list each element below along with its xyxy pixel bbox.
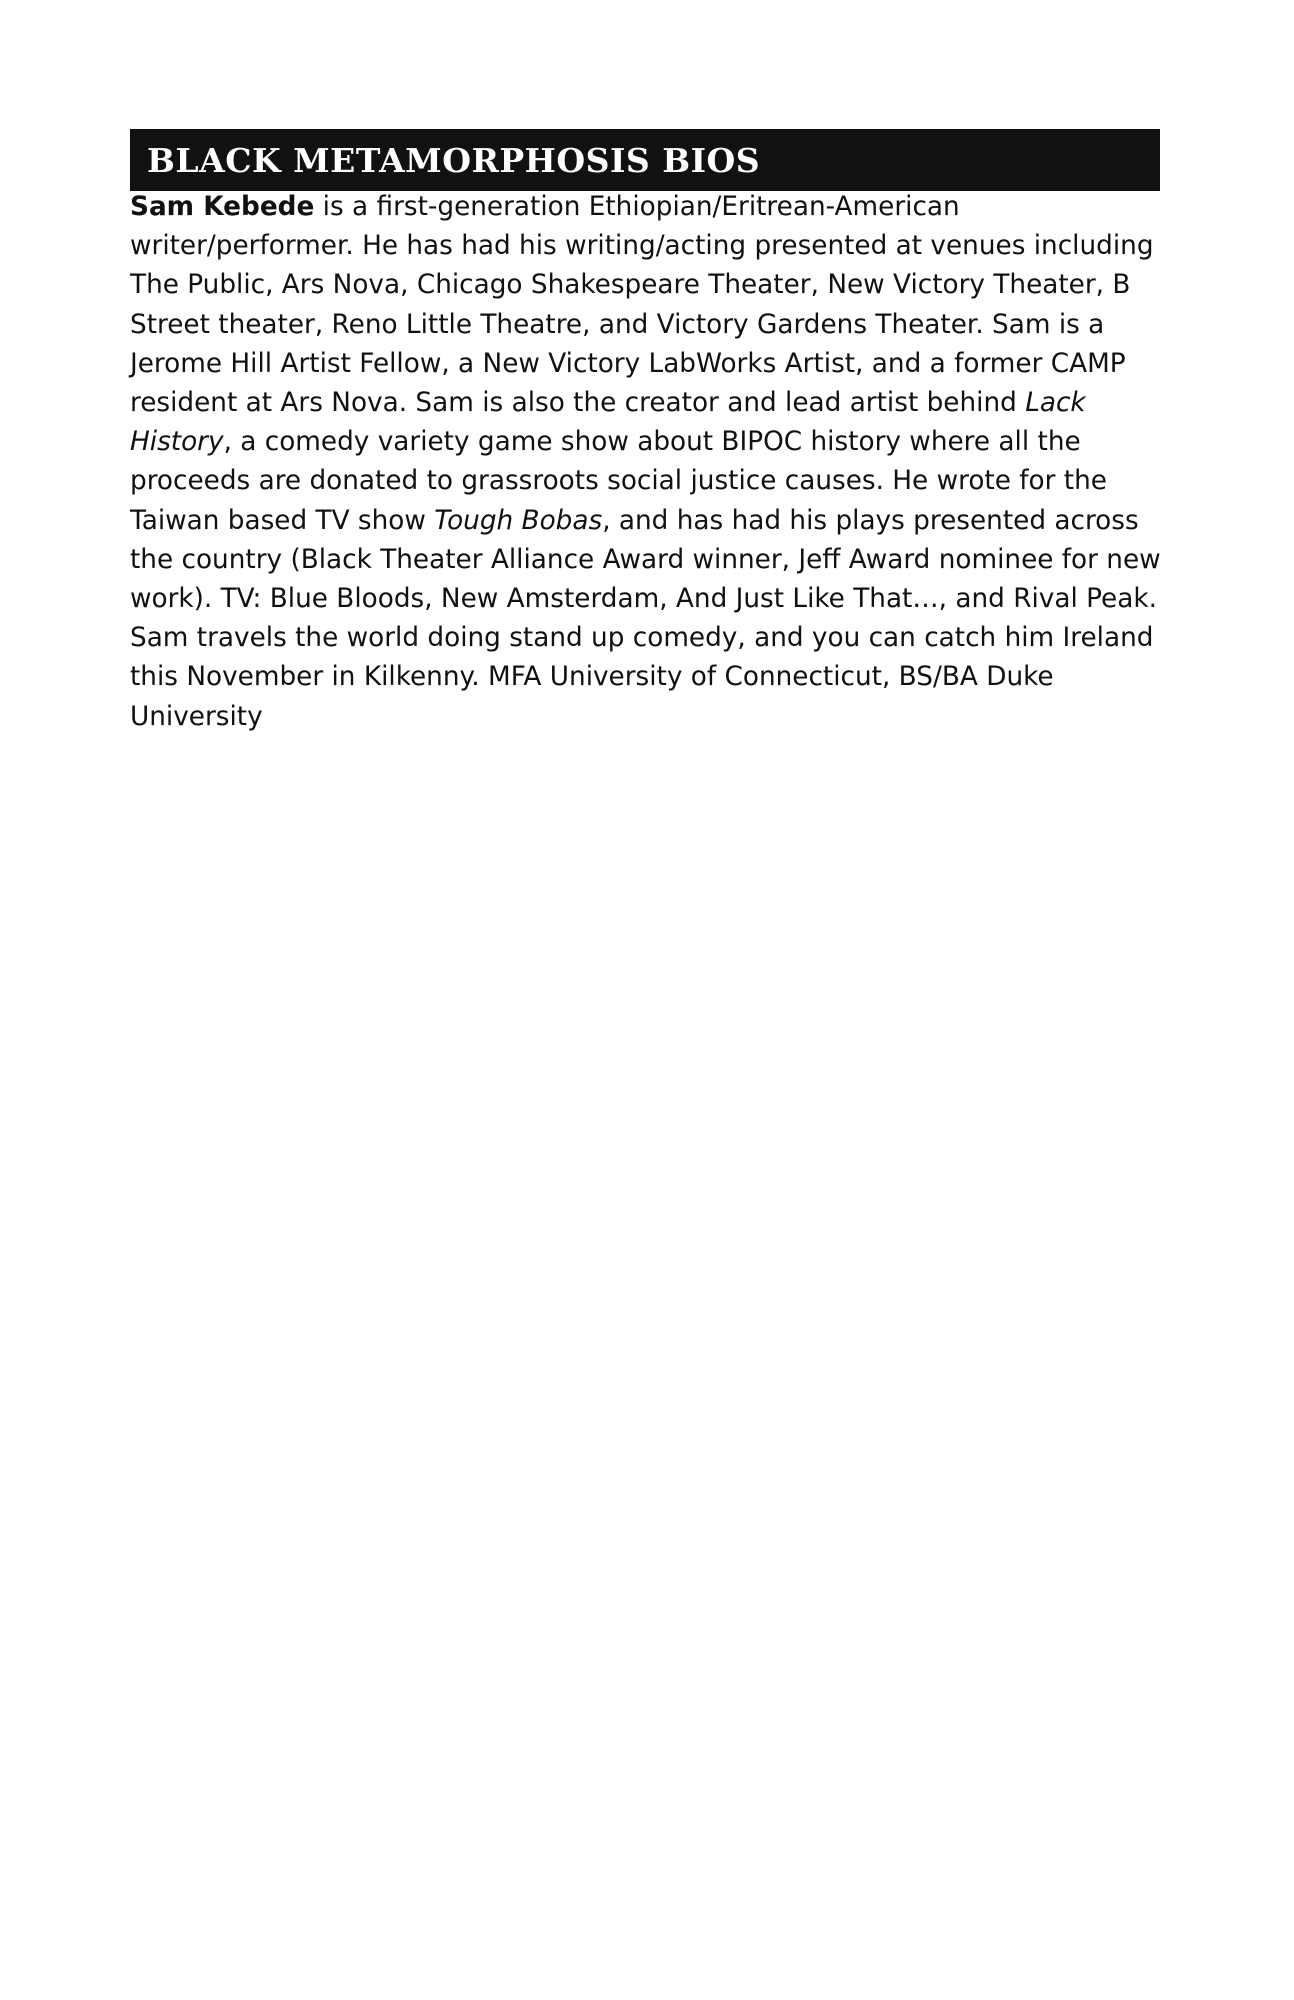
bio-show-title-tough-bobas: Tough Bobas — [434, 505, 603, 536]
bio-text-part-1: is a first-generation Ethiopian/Eritrean-American writer/performer. He has had his writing/acting presented at venues including The Public, Ars Nova, Chicago Shakespeare Theater, New Victory Theater, B Street theater, Reno Little Theatre, and Victory Gardens Theater. Sam is a Jerome Hill Artist Fellow, a New Victory LabWorks Artist, and a former CAMP resident at Ars Nova. Sam is also the creator and lead artist behind — [130, 192, 1154, 419]
section-heading-bar — [130, 129, 1160, 191]
section-heading: BLACK METAMORPHOSIS BIOS — [147, 140, 761, 180]
bio-person-name: Sam Kebede — [130, 192, 315, 222]
bio-show-title-lack-history: Lack History — [130, 388, 1086, 458]
bio-paragraph — [130, 188, 1170, 737]
bio-block — [130, 188, 1170, 737]
bio-text-part-3: , and has had his plays presented across the country (Black Theater Alliance Award winner, Jeff Award nominee for new work). TV: Blue Bloods, New Amsterdam, And Just Like That…, and Rival Peak. Sam travels the world doing stand up comedy, and you can catch him Ireland this November in Kilkenny. MFA University of Connecticut, BS/BA Duke University — [130, 505, 1161, 732]
bio-text-part-2: , a comedy variety game show about BIPOC history where all the proceeds are donated to grassroots social justice causes. He wrote for the Taiwan based TV show — [130, 427, 1107, 536]
